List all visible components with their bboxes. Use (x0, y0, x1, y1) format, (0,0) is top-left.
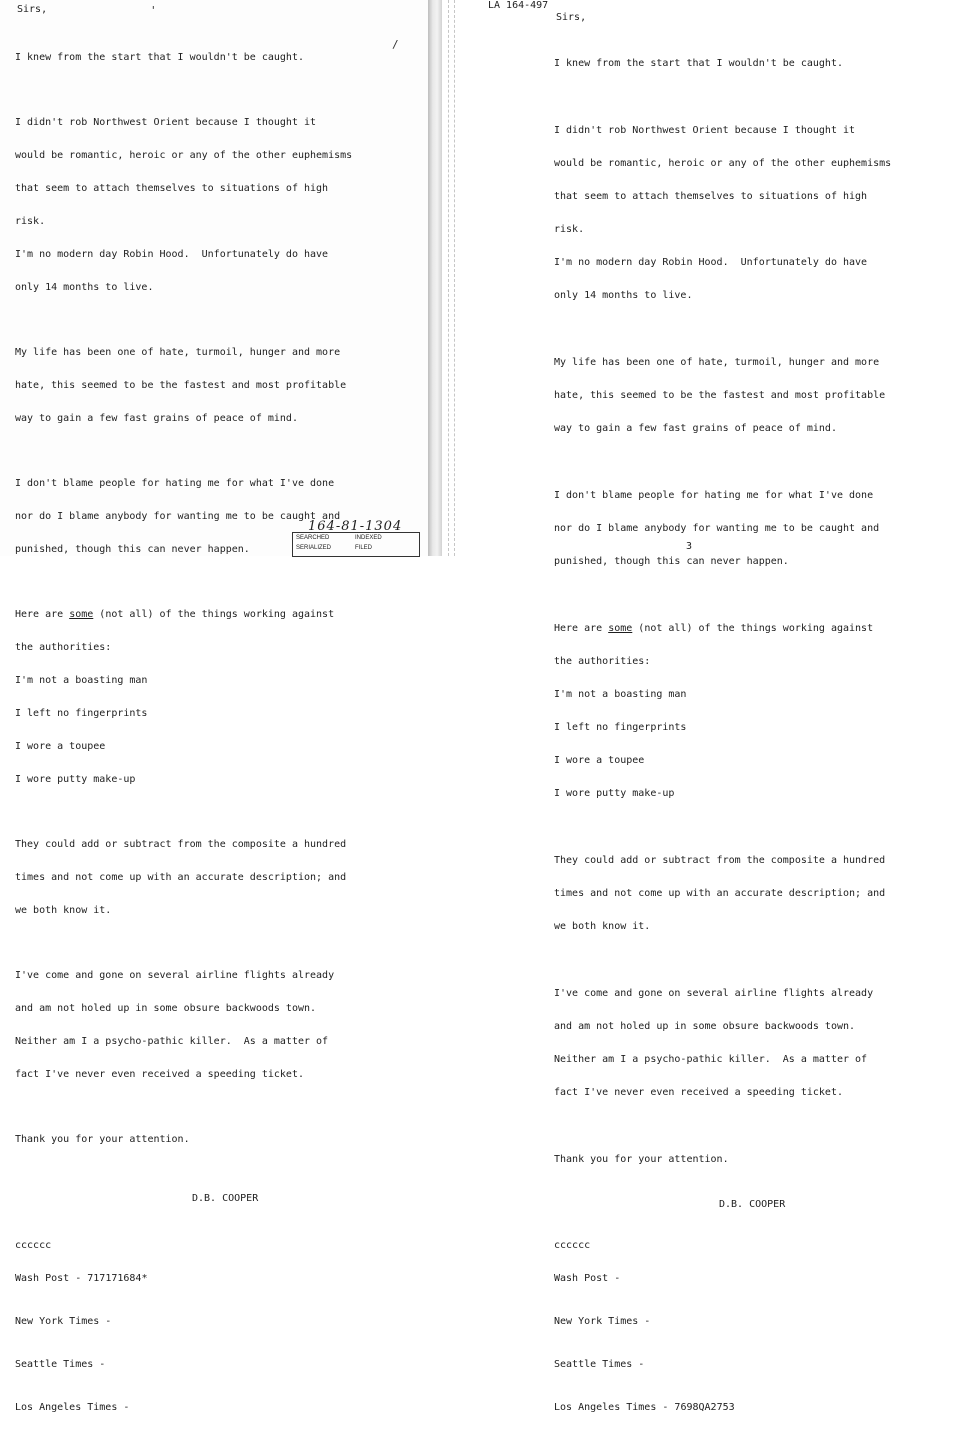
text-line: risk. (15, 216, 46, 227)
list-line: I wore a toupee (15, 741, 106, 752)
text-line: and am not holed up in some obsure backwoods town. (15, 1003, 317, 1014)
text-line: I don't blame people for hating me for what I've done (554, 490, 874, 501)
text-line: I've come and gone on several airline flights already (554, 988, 874, 999)
text-line: Neither am I a psycho-pathic killer. As a matter of (554, 1054, 868, 1065)
text-line: My life has been one of hate, turmoil, hunger and more (15, 347, 341, 358)
distribution-row (15, 1402, 420, 1413)
closing-line (554, 1132, 949, 1187)
text-line: Thank you for your attention. (554, 1154, 729, 1165)
distribution-row (15, 1316, 420, 1327)
text-line: only 14 months to live. (554, 290, 693, 301)
text-line: that seem to attach themselves to situations of high (554, 191, 868, 202)
text-line: way to gain a few fast grains of peace of mind. (554, 423, 837, 434)
text-line: and am not holed up in some obsure backwoods town. (554, 1021, 856, 1032)
text-line: I didn't rob Northwest Orient because I thought it (15, 117, 317, 128)
closing-line (15, 1112, 420, 1167)
outlet-code: 7698QA2753 (674, 1402, 735, 1413)
text-line: times and not come up with an accurate description; and (554, 888, 886, 899)
text-line: Neither am I a psycho-pathic killer. As a matter of (15, 1036, 329, 1047)
text-line: I've come and gone on several airline flights already (15, 970, 335, 981)
text-line: hate, this seemed to be the fastest and most profitable (554, 390, 886, 401)
text-line: fact I've never even received a speeding ticket. (554, 1087, 843, 1098)
list-line: I'm not a boasting man (15, 675, 148, 686)
text-line: My life has been one of hate, turmoil, hunger and more (554, 357, 880, 368)
text-line: only 14 months to live. (15, 282, 154, 293)
list-paragraph (15, 587, 420, 807)
text-line: I knew from the start that I wouldn't be caught. (15, 52, 304, 63)
signature: D.B. COOPER (719, 1199, 786, 1210)
page-number: 3 (686, 541, 693, 552)
text-line: times and not come up with an accurate description; and (15, 872, 347, 883)
distribution-row (554, 1359, 949, 1370)
fbi-file-stamp (292, 520, 420, 556)
text-line: They could add or subtract from the composite a hundred (15, 839, 347, 850)
distribution-row (554, 1316, 949, 1327)
text-line: would be romantic, heroic or any of the other euphemisms (554, 158, 892, 169)
list-line: I left no fingerprints (554, 722, 687, 733)
right-letter-copy (442, 0, 955, 1413)
distribution-row (554, 1402, 949, 1413)
underlined-word: some (69, 609, 94, 620)
list-intro-line (554, 623, 949, 634)
list-intro-end: (not all) of the things working against (93, 609, 335, 620)
scan-artifact-line (448, 0, 449, 556)
text-line: I don't blame people for hating me for what I've done (15, 478, 335, 489)
distribution-row (15, 1359, 420, 1370)
text-line: we both know it. (15, 905, 112, 916)
text-line: fact I've never even received a speeding ticket. (15, 1069, 304, 1080)
paragraph (554, 36, 949, 91)
list-paragraph (554, 601, 949, 821)
text-line: Thank you for your attention. (15, 1134, 190, 1145)
text-line: I knew from the start that I wouldn't be caught. (554, 58, 843, 69)
text-line: punished, though this can never happen. (15, 544, 250, 555)
text-line: that seem to attach themselves to situations of high (15, 183, 329, 194)
text-line: risk. (554, 224, 585, 235)
stamp-filed-label: FILED (355, 545, 373, 551)
paragraph (554, 103, 949, 323)
letter-body (15, 4, 420, 1445)
ink-speck: ' (150, 4, 157, 17)
paragraph (15, 948, 420, 1102)
list-intro-end: (not all) of the things working against (632, 623, 874, 634)
text-line: I'm no modern day Robin Hood. Unfortunately do have (554, 257, 868, 268)
outlet-name: Seattle Times - (15, 1359, 106, 1370)
stamp-box (292, 532, 420, 557)
list-line: I'm not a boasting man (554, 689, 687, 700)
codes: cccccc (554, 1240, 591, 1251)
paragraph (554, 335, 949, 456)
left-letter-copy (0, 0, 428, 1413)
handwritten-file-number: 164-81-1304 (308, 519, 403, 534)
text-line: They could add or subtract from the composite a hundred (554, 855, 886, 866)
paragraph (15, 456, 420, 577)
letter-body (554, 12, 949, 1445)
paragraph (15, 30, 420, 85)
stamp-searched-label: SEARCHED (296, 535, 330, 541)
outlet-name: Wash Post - (15, 1273, 82, 1284)
text-line: would be romantic, heroic or any of the other euphemisms (15, 150, 353, 161)
text-line: we both know it. (554, 921, 651, 932)
outlet-name: Los Angeles Times - (15, 1402, 130, 1413)
list-line: I wore putty make-up (15, 774, 136, 785)
text-line: I'm no modern day Robin Hood. Unfortunately do have (15, 249, 329, 260)
codes: cccccc (15, 1240, 52, 1251)
signature: D.B. COOPER (192, 1193, 259, 1204)
file-reference: LA 164-497 (488, 0, 549, 11)
outlet-name: Seattle Times - (554, 1359, 645, 1370)
text-line: nor do I blame anybody for wanting me to be caught and (554, 523, 880, 534)
text-line: I didn't rob Northwest Orient because I thought it (554, 125, 856, 136)
list-line: I wore putty make-up (554, 788, 675, 799)
distribution-list (15, 1218, 420, 1445)
list-line: the authorities: (554, 656, 651, 667)
salutation: Sirs, (17, 4, 48, 15)
scan-artifact-line (454, 0, 455, 556)
outlet-name: Wash Post - (554, 1273, 621, 1284)
paragraph (15, 95, 420, 315)
outlet-code: 717171684* (87, 1273, 148, 1284)
paragraph (554, 833, 949, 954)
list-line: I wore a toupee (554, 755, 645, 766)
text-line: punished, though this can never happen. (554, 556, 789, 567)
salutation: Sirs, (556, 12, 587, 23)
outlet-name: New York Times - (554, 1316, 651, 1327)
distribution-row (15, 1273, 420, 1284)
stamp-serialized-label: SERIALIZED (296, 545, 332, 551)
pen-tick-mark: / (392, 38, 399, 51)
paragraph (15, 325, 420, 446)
text-line: hate, this seemed to be the fastest and most profitable (15, 380, 347, 391)
text-line: nor do I blame anybody for wanting me to be caught and (15, 511, 341, 522)
paragraph (15, 817, 420, 938)
distribution-list (554, 1218, 949, 1445)
paragraph (554, 966, 949, 1120)
page-divider (428, 0, 442, 556)
underlined-word: some (608, 623, 633, 634)
list-intro-start: Here are (15, 609, 70, 620)
list-intro-start: Here are (554, 623, 609, 634)
paragraph (554, 468, 949, 589)
list-line: the authorities: (15, 642, 112, 653)
outlet-name: Los Angeles Times - (554, 1402, 669, 1413)
list-intro-line (15, 609, 420, 620)
outlet-name: New York Times - (15, 1316, 112, 1327)
stamp-indexed-label: INDEXED (355, 535, 382, 541)
distribution-row (554, 1273, 949, 1284)
list-line: I left no fingerprints (15, 708, 148, 719)
text-line: way to gain a few fast grains of peace of mind. (15, 413, 298, 424)
